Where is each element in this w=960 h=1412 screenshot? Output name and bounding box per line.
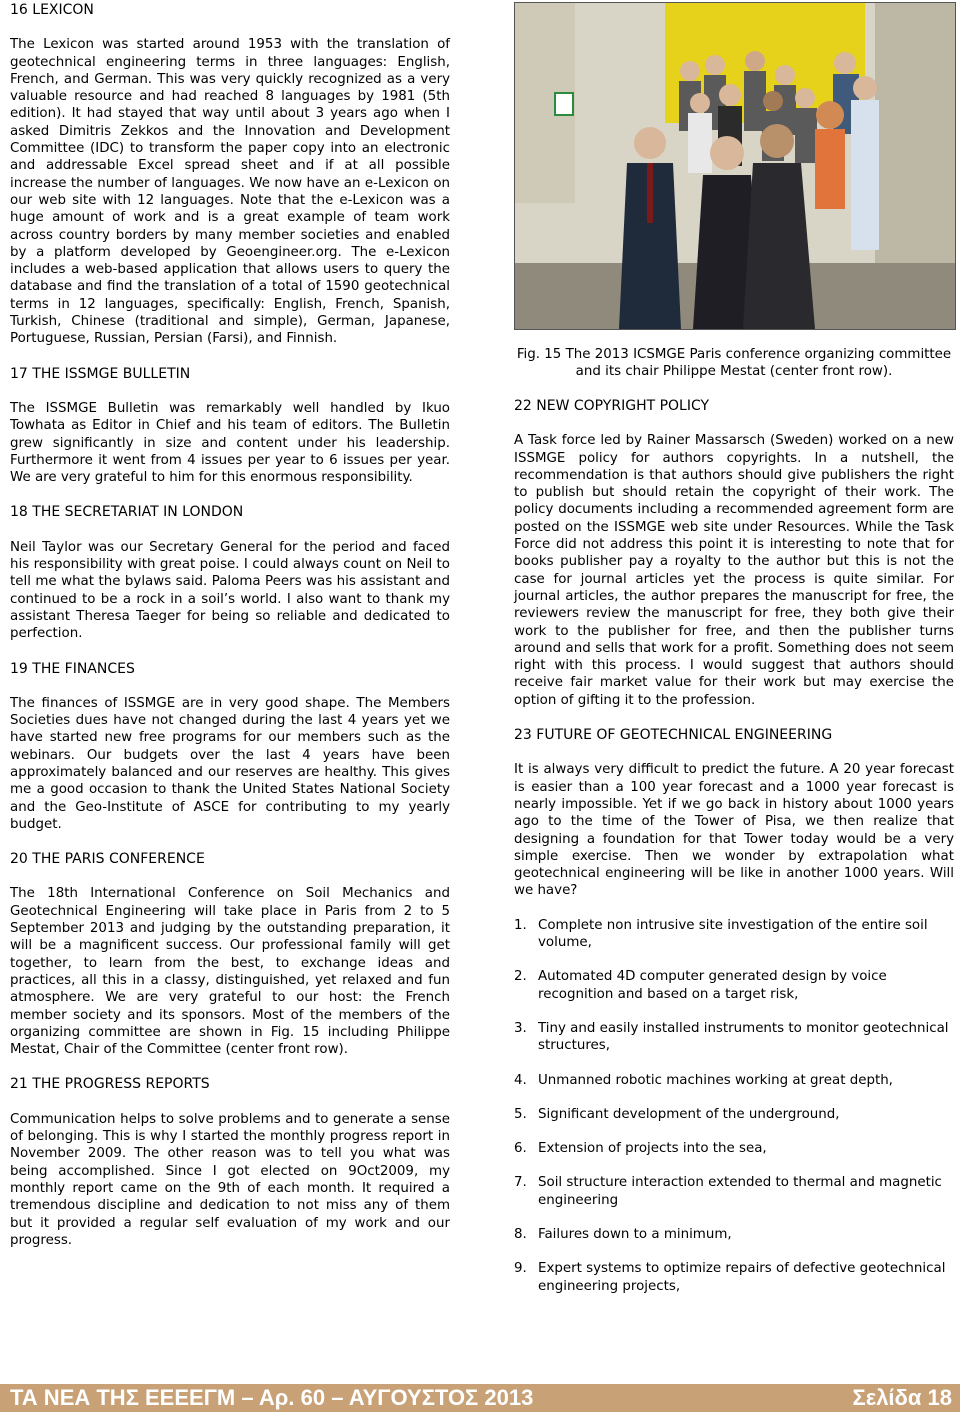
section-17-body: The ISSMGE Bulletin was remarkably well handled by Ikuo Towhata as Editor in Chief and his team of editors. The Bulletin grew significantly in size and content under his leadership. Furthermore it went from 4 issues per year to 6 issues per year. We are very grateful to him for this enormous responsibility. (10, 400, 450, 486)
figure-caption: Fig. 15 The 2013 ICSMGE Paris conference organizing committee and its chair Philippe Mestat (center front row). (516, 347, 952, 380)
list-item (514, 1072, 954, 1089)
section-22-body: A Task force led by Rainer Massarsch (Sweden) worked on a new ISSMGE policy for authors copyrights. In a nutshell, the recommendation is that authors should give publishers the right to publish but should retain the copyright of their work. The policy documents including a recommended agreement form are posted on the ISSMGE web site under Resources. While the Task Force did not address this point it is interesting to note that for books publisher pay a royalty to the author but this is not the case for journal articles yet the process is quite similar. For journal articles, the author prepares the manuscript for free, the reviewers review the manuscript for free, they both give their work to the publisher for free, and then the publisher turns around and sells that work for a profit. Something does not seem right with this process. I would suggest that authors should receive fair market value for their work but may exercise the option of gifting it to the profession. (514, 433, 954, 708)
section-23-title: 23 FUTURE OF GEOTECHNICAL ENGINEERING (514, 727, 833, 744)
footer-page-number: Σελίδα 18 (852, 1385, 952, 1410)
section-21-title: 21 THE PROGRESS REPORTS (10, 1076, 210, 1093)
list-item-text: Complete non intrusive site investigation of the entire soil volume, (538, 917, 928, 951)
list-item (514, 917, 954, 952)
list-item-number: 1. (514, 917, 527, 933)
list-item-number: 9. (514, 1261, 527, 1277)
list-item-text: Unmanned robotic machines working at great depth, (538, 1072, 893, 1088)
section-19-body: The finances of ISSMGE are in very good shape. The Members Societies dues have not changed during the last 4 years yet we have started new free programs for our members such as the webinars. Our budgets over the last 4 years have been approximately balanced and our reserves are healthy. This gives me a good occasion to thank the United States National Society and the Geo-Institute of ASCE for contributing to my yearly budget. (10, 695, 450, 832)
list-item-text: Failures down to a minimum, (538, 1226, 732, 1242)
list-item (514, 968, 954, 1003)
section-19-title: 19 THE FINANCES (10, 660, 135, 677)
list-item-number: 3. (514, 1020, 527, 1036)
section-17-title: 17 THE ISSMGE BULLETIN (10, 365, 191, 382)
list-item-number: 6. (514, 1141, 527, 1157)
section-22-title: 22 NEW COPYRIGHT POLICY (514, 398, 710, 414)
list-item-text: Automated 4D computer generated design by voice recognition and based on a target risk, (538, 969, 887, 1002)
footer-publication: ΤΑ ΝΕΑ ΤΗΣ ΕΕΕΕΓΜ – Αρ. 60 – ΑΥΓΟΥΣΤΟΣ 2013 (10, 1385, 534, 1410)
right-column (514, 398, 954, 1312)
section-16-body: The Lexicon was started around 1953 with the translation of geotechnical engineering terms in three languages: English, French, and German. This was very quickly recognized as a very valuable resource and had reached 8 languages by 1981 (5th edition). It had stayed that way until about 3 years ago when I asked Dimitris Zekkos and the Innovation and Development Committee (IDC) to transform the paper copy into an electronic and addressable Excel spread sheet and if at all possible increase the number of languages. We now have an e-Lexicon on our web site with 12 languages. Note that the e-Lexicon was a huge amount of work and is a great example of team work across country borders by many member societies and enabled by a platform developed by Geoengineer.org. The e-Lexicon includes a web-based application that allows users to query the database and find the translation of a total of 1590 geotechnical terms in 12 languages, specifically: English, French, Spanish, Turkish, Chinese (traditional and simple), German, Japanese, Portuguese, Russian, Persian (Farsi), and Finnish. (10, 37, 450, 347)
section-21-body: Communication helps to solve problems and to generate a sense of belonging. This is why I started the monthly progress report in November 2009. The other reason was to tell you what was being accomplished. Since I got elected on 9Oct2009, my monthly report came on the 9th of each month. It required a tremendous discipline and dedication to not miss any of them but it provided a regular self evaluation of my work and our progress. (10, 1111, 450, 1248)
future-list (514, 917, 954, 1295)
left-column (10, 0, 450, 1249)
list-item-text: Significant development of the underground, (538, 1106, 840, 1122)
list-item-text: Extension of projects into the sea, (538, 1141, 767, 1157)
list-item-number: 7. (514, 1175, 527, 1191)
section-18-title: 18 THE SECRETARIAT IN LONDON (10, 504, 244, 521)
list-item-number: 5. (514, 1106, 527, 1122)
list-item-number: 4. (514, 1072, 527, 1088)
list-item-number: 8. (514, 1226, 527, 1242)
list-item (514, 1020, 954, 1055)
section-18-body: Neil Taylor was our Secretary General for the period and faced his responsibility with great poise. I could always count on Neil to tell me what the bylaws said. Paloma Peers was his assistant and continued to be a rock in a soil’s world. I also want to thank my assistant Theresa Taeger for being so reliable and dedicated to perfection. (10, 539, 450, 642)
list-item (514, 1260, 954, 1295)
list-item-number: 2. (514, 969, 527, 985)
committee-photo (514, 2, 956, 330)
list-item-text: Expert systems to optimize repairs of defective geotechnical engineering projects, (538, 1261, 946, 1294)
list-item (514, 1174, 954, 1209)
list-item (514, 1140, 954, 1157)
page-footer (0, 1384, 960, 1412)
section-20-title: 20 THE PARIS CONFERENCE (10, 851, 205, 868)
section-23-body: It is always very difficult to predict the future. A 20 year forecast is easier than a 100 year forecast and a 1000 year forecast is nearly impossible. Yet if we go back in history about 1000 years ago to the time of the Tower of Pisa, we then realize that designing a foundation for that Tower today would be a very simple exercise. Then we wonder by extrapolation what geotechnical engineering will be like in another 1000 years. Will we have? (514, 762, 954, 899)
list-item (514, 1106, 954, 1123)
list-item-text: Tiny and easily installed instruments to monitor geotechnical structures, (538, 1020, 949, 1054)
list-item-text: Soil structure interaction extended to thermal and magnetic engineering (538, 1175, 942, 1208)
section-16-title: 16 LEXICON (10, 2, 94, 18)
list-item (514, 1226, 954, 1243)
section-20-body: The 18th International Conference on Soil Mechanics and Geotechnical Engineering will take place in Paris from 2 to 5 September 2013 and judging by the outstanding preparation, it will be a magnificent success. Our professional family will get together, to learn from the best, to exchange ideas and practices, all this in a classy, distinguished, yet relaxed and fun atmosphere. We are very grateful to our host: the French member society and its sponsors. Most of the members of the organizing committee are shown in Fig. 15 including Philippe Mestat, Chair of the Committee (center front row). (10, 886, 450, 1058)
